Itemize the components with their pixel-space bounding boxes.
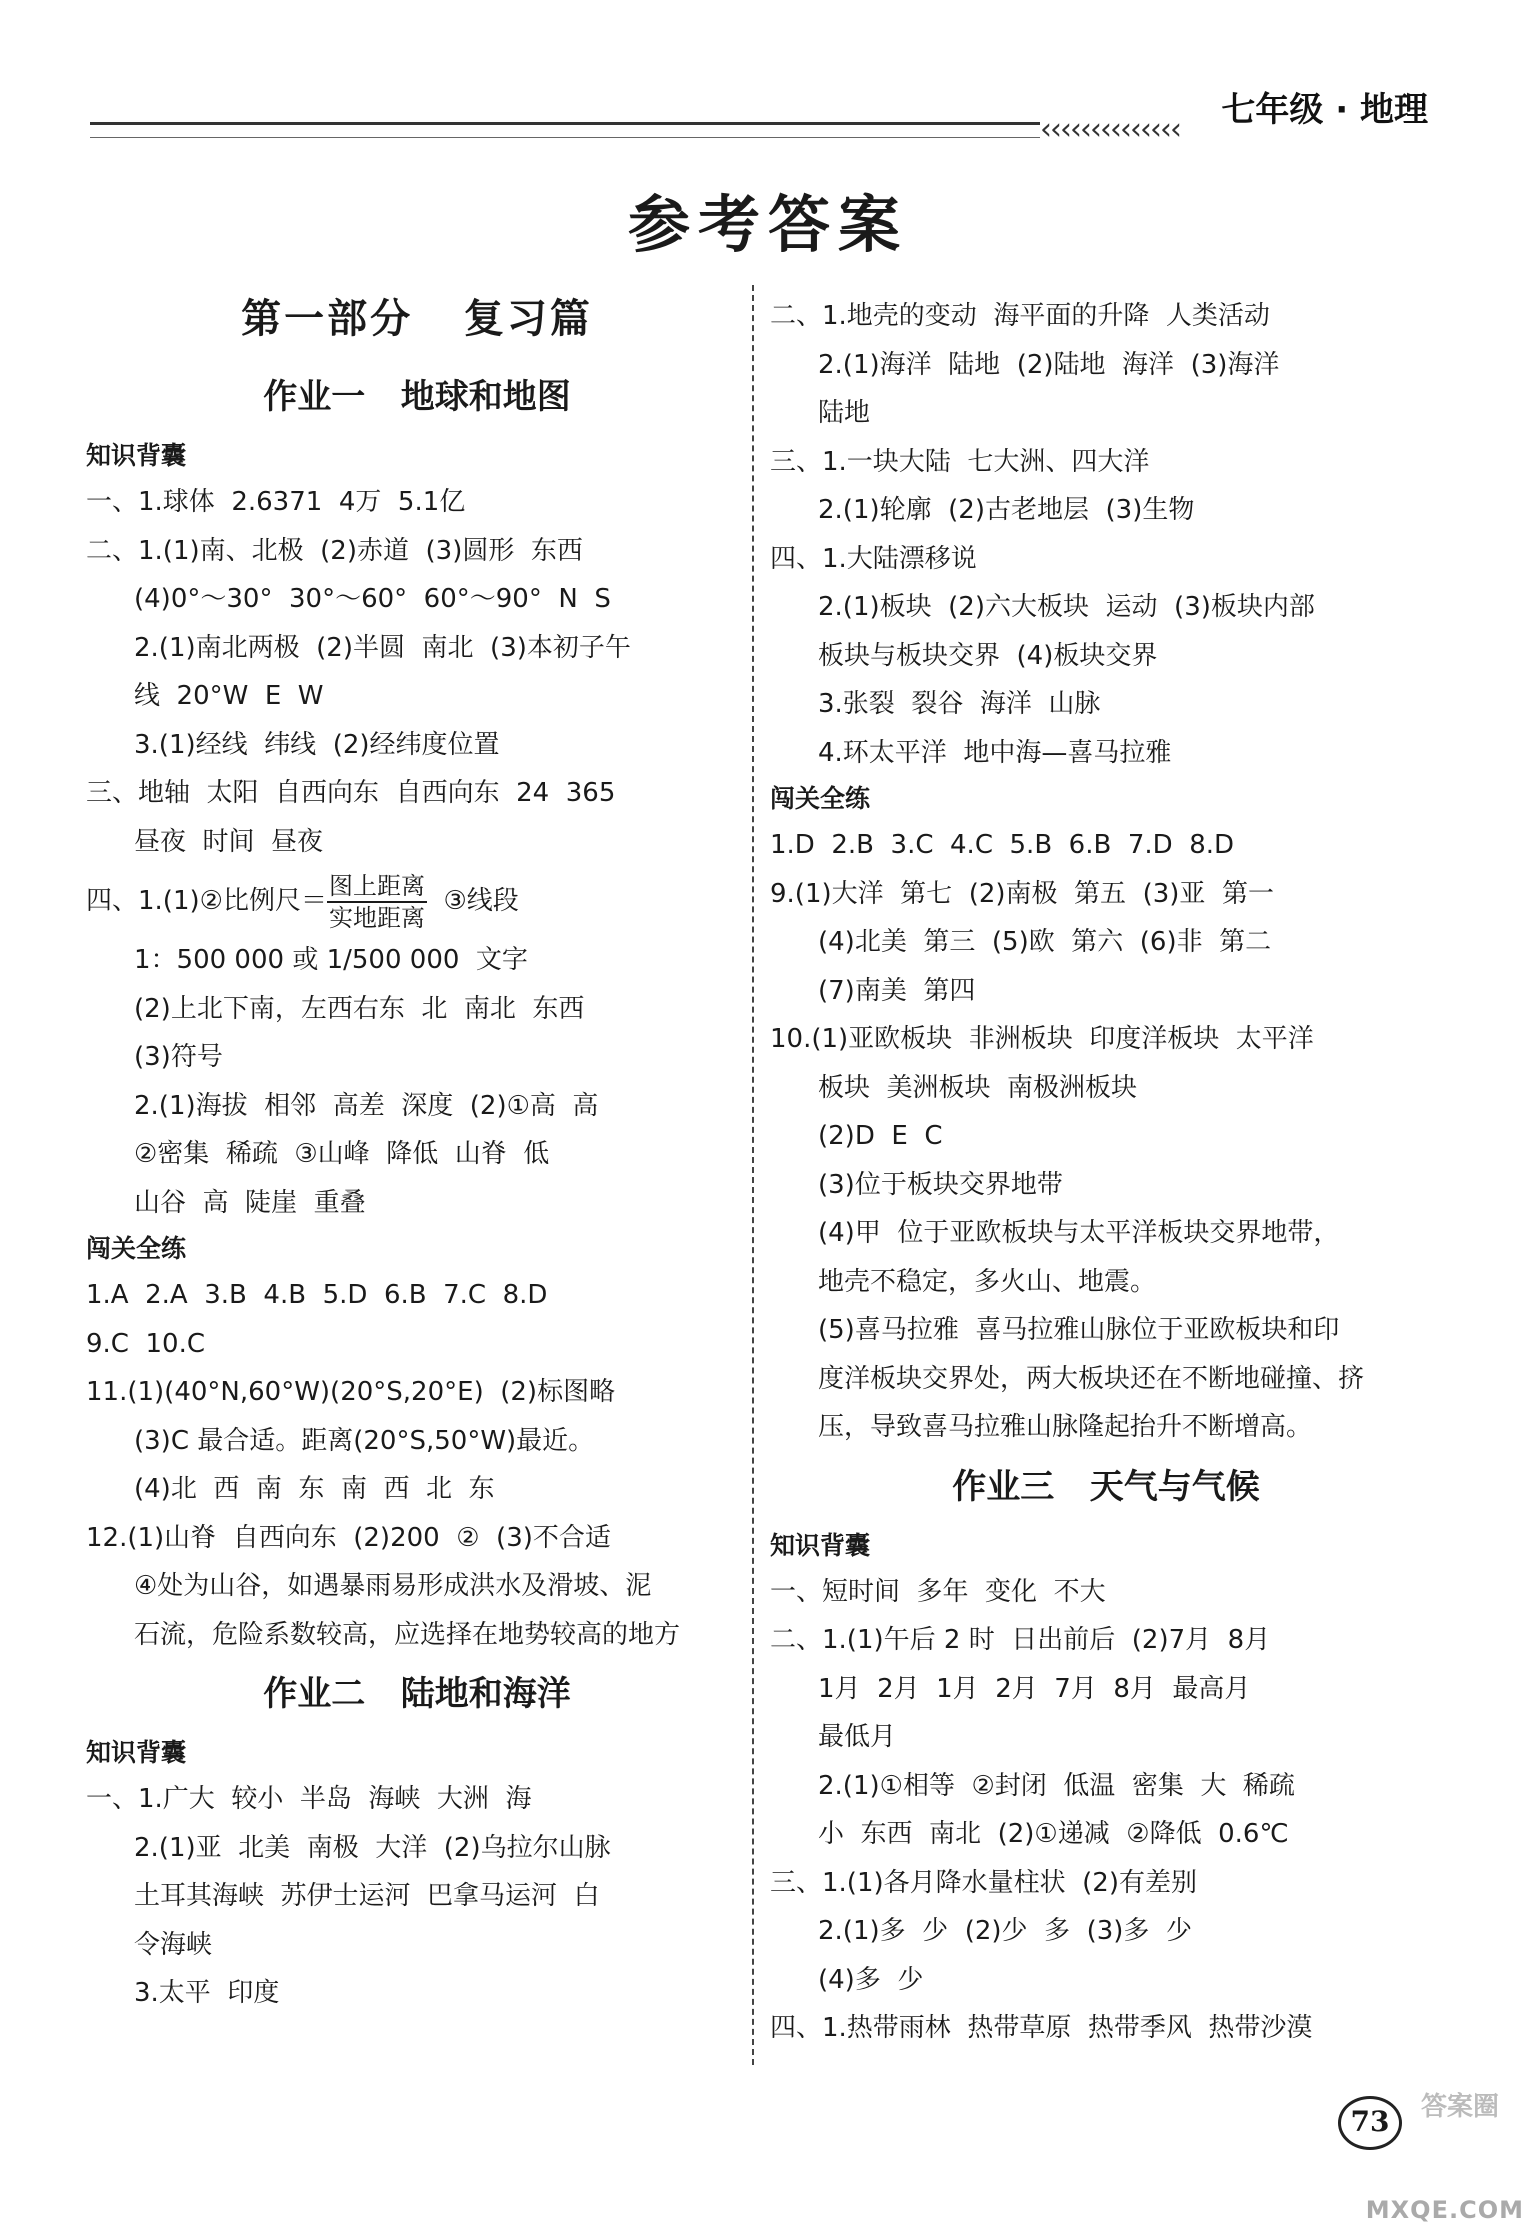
answer-line: 陆地	[818, 398, 871, 428]
answer-line: 9.C 10.C	[86, 1328, 205, 1359]
answer-line: 四、1.热带雨林 热带草原 热带季风 热带沙漠	[770, 2013, 1313, 2043]
header-subject: 七年级 · 地理	[1221, 90, 1428, 130]
answer-line: ②密集 稀疏 ③山峰 降低 山脊 低	[134, 1139, 550, 1169]
column-divider	[752, 285, 754, 2065]
answer-line: 4.环太平洋 地中海—喜马拉雅	[818, 737, 1172, 768]
answer-line: 最低月	[818, 1722, 897, 1752]
part-title: 第一部分 复习篇	[241, 296, 593, 342]
answer-line: (2)上北下南，左西右东 北 南北 东西	[134, 993, 585, 1024]
watermark-url: MXQE.COM	[1365, 2196, 1524, 2224]
answer-line: 压，导致喜马拉雅山脉隆起抬升不断增高。	[818, 1412, 1313, 1442]
answer-line: 山谷 高 陡崖 重叠	[134, 1187, 366, 1218]
answer-line: 三、地轴 太阳 自西向东 自西向东 24 365	[86, 778, 616, 808]
answer-line: 板块与板块交界 (4)板块交界	[818, 640, 1158, 671]
answer-line: 3.(1)经线 纬线 (2)经纬度位置	[134, 729, 500, 760]
answer-line: (4)北美 第三 (5)欧 第六 (6)非 第二	[818, 927, 1272, 957]
page-number: 73	[1338, 2096, 1402, 2150]
answer-line: 2.(1)多 少 (2)少 多 (3)多 少	[818, 1916, 1192, 1946]
answer-line: 度洋板块交界处，两大板块还在不断地碰撞、挤	[818, 1363, 1365, 1394]
answer-line: 二、1.地壳的变动 海平面的升降 人类活动	[770, 301, 1270, 331]
watermark-logo: 答案圈	[1420, 2092, 1499, 2122]
answer-line: 昼夜 时间 昼夜	[134, 826, 324, 857]
answer-line: 二、1.(1)南、北极 (2)赤道 (3)圆形 东西	[86, 535, 583, 566]
header-rule	[90, 122, 1040, 138]
answer-line: 一、1.球体 2.6371 4万 5.1亿	[86, 487, 466, 517]
answer-line: 2.(1)海拔 相邻 高差 深度 (2)①高 高	[134, 1090, 599, 1121]
answer-line: 3.张裂 裂谷 海洋 山脉	[818, 689, 1101, 719]
subsection-title: 闯关全练	[770, 784, 871, 813]
answer-line: 2.(1)轮廓 (2)古老地层 (3)生物	[818, 495, 1195, 525]
answer-line: 11.(1)(40°N,60°W)(20°S,20°E) (2)标图略	[86, 1377, 616, 1407]
subsection-title: 知识背囊	[770, 1530, 871, 1560]
answer-line: 2.(1)亚 北美 南极 大洋 (2)乌拉尔山脉	[134, 1832, 611, 1863]
answer-line: (7)南美 第四	[818, 975, 976, 1006]
answer-line: (5)喜马拉雅 喜马拉雅山脉位于亚欧板块和印	[818, 1315, 1340, 1345]
answer-line: 板块 美洲板块 南极洲板块	[818, 1072, 1138, 1103]
answer-line: 地壳不稳定，多火山、地震。	[818, 1266, 1157, 1297]
answer-line: 一、1.广大 较小 半岛 海峡 大洲 海	[86, 1784, 532, 1814]
section-title-1: 作业一 地球和地图	[263, 377, 571, 417]
answer-line: (4)0°～30° 30°～60° 60°～90° N S	[134, 584, 611, 614]
subsection-title: 知识背囊	[86, 1738, 187, 1767]
formula-prefix: 四、1.(1)②比例尺＝	[86, 886, 327, 916]
answer-line: 1.D 2.B 3.C 4.C 5.B 6.B 7.D 8.D	[770, 830, 1235, 860]
answer-line: 二、1.(1)午后 2 时 日出前后 (2)7月 8月	[770, 1625, 1271, 1655]
answer-line: 3.太平 印度	[134, 1978, 280, 2008]
left-column	[86, 292, 748, 2018]
section-title-3: 作业三 天气与气候	[952, 1466, 1260, 1507]
right-column	[770, 292, 1442, 2053]
answer-line: 9.(1)大洋 第七 (2)南极 第五 (3)亚 第一	[770, 878, 1274, 909]
subsection-title: 闯关全练	[86, 1234, 187, 1263]
answer-line: 土耳其海峡 苏伊士运河 巴拿马运河 白	[134, 1881, 600, 1911]
answer-line: 四、1.大陆漂移说	[770, 543, 977, 574]
answer-line: 石流，危险系数较高，应选择在地势较高的地方	[134, 1619, 681, 1650]
page-title: 参考答案	[627, 188, 908, 261]
answer-line: 一、短时间 多年 变化 不大	[770, 1576, 1106, 1607]
formula-suffix: ③线段	[426, 886, 519, 916]
answer-line: (3)符号	[134, 1042, 223, 1072]
answer-line: 三、1.一块大陆 七大洲、四大洋	[770, 446, 1150, 477]
answer-line: (3)位于板块交界地带	[818, 1169, 1063, 1200]
answer-line: 三、1.(1)各月降水量柱状 (2)有差别	[770, 1867, 1197, 1898]
answer-line: 12.(1)山脊 自西向东 (2)200 ② (3)不合适	[86, 1522, 611, 1553]
header-chevrons: ‹‹‹‹‹‹‹‹‹‹‹‹‹‹	[1040, 112, 1180, 147]
scale-formula-line	[86, 866, 748, 936]
answer-line: 令海峡	[134, 1929, 213, 1960]
fraction-denominator: 实地距离	[328, 903, 425, 932]
answer-line: 1：500 000 或 1/500 000 文字	[134, 945, 528, 975]
subsection-title: 知识背囊	[86, 441, 187, 470]
section-title-2: 作业二 陆地和海洋	[263, 1674, 571, 1714]
answer-line: 10.(1)亚欧板块 非洲板块 印度洋板块 太平洋	[770, 1024, 1314, 1054]
answer-line: 1月 2月 1月 2月 7月 8月 最高月	[818, 1673, 1251, 1704]
answer-line: (2)D E C	[818, 1121, 943, 1151]
answer-line: 2.(1)①相等 ②封闭 低温 密集 大 稀疏	[818, 1770, 1295, 1801]
answer-line: (4)北 西 南 东 南 西 北 东	[134, 1474, 495, 1504]
answer-line: 线 20°W E W	[134, 681, 324, 711]
answer-line: (4)甲 位于亚欧板块与太平洋板块交界地带，	[818, 1218, 1340, 1248]
scale-fraction	[327, 871, 427, 933]
answer-line: 1.A 2.A 3.B 4.B 5.D 6.B 7.C 8.D	[86, 1280, 548, 1310]
answer-line: ④处为山谷，如遇暴雨易形成洪水及滑坡、泥	[134, 1571, 652, 1601]
answer-line: (4)多 少	[818, 1964, 924, 1995]
answer-line: 2.(1)海洋 陆地 (2)陆地 海洋 (3)海洋	[818, 349, 1280, 380]
fraction-numerator: 图上距离	[327, 871, 427, 903]
answer-line: (3)C 最合适。距离(20°S,50°W)最近。	[134, 1425, 595, 1456]
answer-line: 2.(1)南北两极 (2)半圆 南北 (3)本初子午	[134, 632, 631, 663]
answer-line: 2.(1)板块 (2)六大板块 运动 (3)板块内部	[818, 592, 1315, 622]
answer-line: 小 东西 南北 (2)①递减 ②降低 0.6℃	[818, 1819, 1289, 1849]
